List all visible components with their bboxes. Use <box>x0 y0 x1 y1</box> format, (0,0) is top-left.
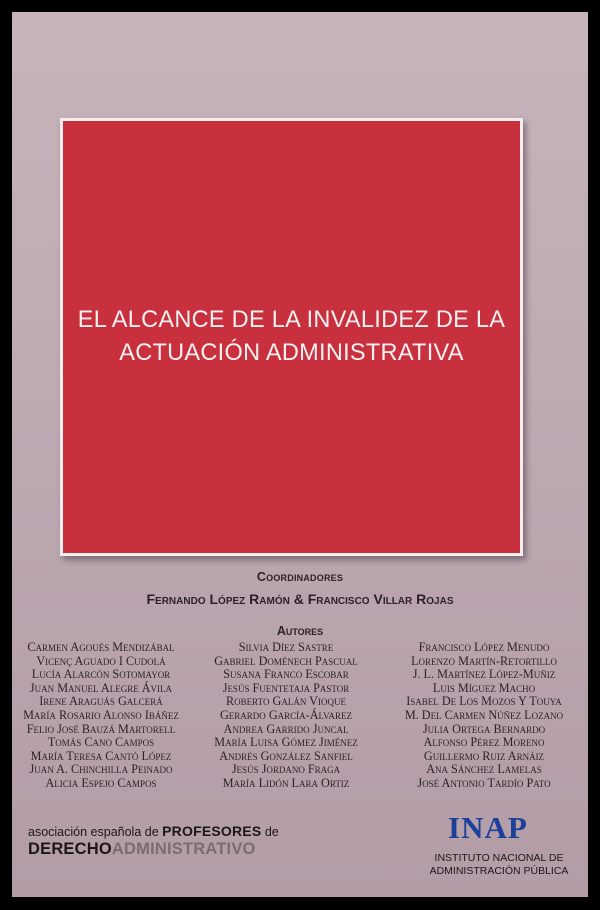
author-name: Guillermo Ruiz Arnáiz <box>423 748 545 763</box>
author-name: María Rosario Alonso Ibáñez <box>23 707 179 722</box>
inap-logo: INAP <box>448 810 528 845</box>
book-cover <box>12 12 588 897</box>
association-derecho: DERECHO <box>28 840 112 858</box>
book-title <box>72 303 511 369</box>
book-title-line-1: EL ALCANCE DE LA INVALIDEZ DE LA <box>77 306 506 333</box>
authors-heading: Autores <box>276 624 324 638</box>
author-name: Alicia Espejo Campos <box>45 775 157 790</box>
authors-column-3 <box>384 641 584 791</box>
author-name: Andrés González Sanfiel <box>219 748 353 763</box>
author-name: Vicenç Aguado I Cudolá <box>36 653 166 668</box>
association-line-1 <box>28 823 279 839</box>
association-suffix: de <box>261 825 279 839</box>
publisher-name-line-2: ADMINISTRACIÓN PÚBLICA <box>429 865 569 877</box>
author-name: Silvia Díez Sastre <box>238 640 334 654</box>
author-name: Ana Sánchez Lamelas <box>426 762 542 777</box>
title-panel <box>60 118 523 556</box>
author-name: Andrea Garrido Juncal <box>223 721 349 736</box>
association-line-2 <box>28 840 279 859</box>
coordinators-names: Fernando López Ramón & Francisco Villar Rojas <box>146 591 454 607</box>
authors-column-1 <box>16 641 186 791</box>
author-name: Irene Araguás Galcerá <box>39 694 163 709</box>
author-name: Gabriel Doménech Pascual <box>214 653 358 668</box>
author-name: José Antonio Tardío Pato <box>417 775 551 790</box>
author-name: Jesús Jordano Fraga <box>231 762 341 777</box>
author-name: Carmen Agoués Mendizábal <box>27 640 175 654</box>
author-name: Julia Ortega Bernardo <box>422 721 546 736</box>
author-name: Susana Franco Escobar <box>223 667 349 682</box>
publisher-name-line-1: INSTITUTO NACIONAL DE <box>434 852 564 864</box>
author-name: Lorenzo Martín-Retortillo <box>411 653 557 668</box>
book-title-line-2: ACTUACIÓN ADMINISTRATIVA <box>119 339 464 366</box>
publisher-name <box>414 852 584 878</box>
author-name: M. Del Carmen Núñez Lozano <box>404 707 564 722</box>
author-name: María Teresa Cantó López <box>30 748 172 763</box>
author-name: Juan Manuel Alegre Ávila <box>29 680 173 695</box>
association-logo <box>28 823 279 859</box>
association-prefix: asociación española de <box>28 825 163 839</box>
author-name: María Lidón Lara Ortiz <box>222 775 350 790</box>
association-professors: PROFESORES <box>162 823 262 839</box>
author-name: Alfonso Pérez Moreno <box>423 735 545 750</box>
author-name: Felio José Bauzá Martorell <box>26 721 176 736</box>
author-name: Roberto Galán Vioque <box>226 694 346 709</box>
author-name: Tomás Cano Campos <box>47 735 155 750</box>
authors-column-2 <box>192 641 380 791</box>
author-name: Lucía Alarcón Sotomayor <box>31 667 171 682</box>
author-name: Jesús Fuentetaja Pastor <box>222 680 350 695</box>
author-name: J. L. Martínez López-Muñiz <box>412 667 556 682</box>
association-administrativo: ADMINISTRATIVO <box>111 840 256 858</box>
author-name: Luis Míguez Macho <box>432 680 536 695</box>
author-name: Juan A. Chinchilla Peinado <box>29 762 173 777</box>
coordinators-heading: Coordinadores <box>256 570 344 584</box>
author-name: Francisco López Menudo <box>418 640 550 654</box>
author-name: Isabel De Los Mozos Y Touya <box>406 694 562 709</box>
author-name: Gerardo García-Álvarez <box>219 707 353 722</box>
author-name: María Luisa Gómez Jiménez <box>214 735 358 750</box>
